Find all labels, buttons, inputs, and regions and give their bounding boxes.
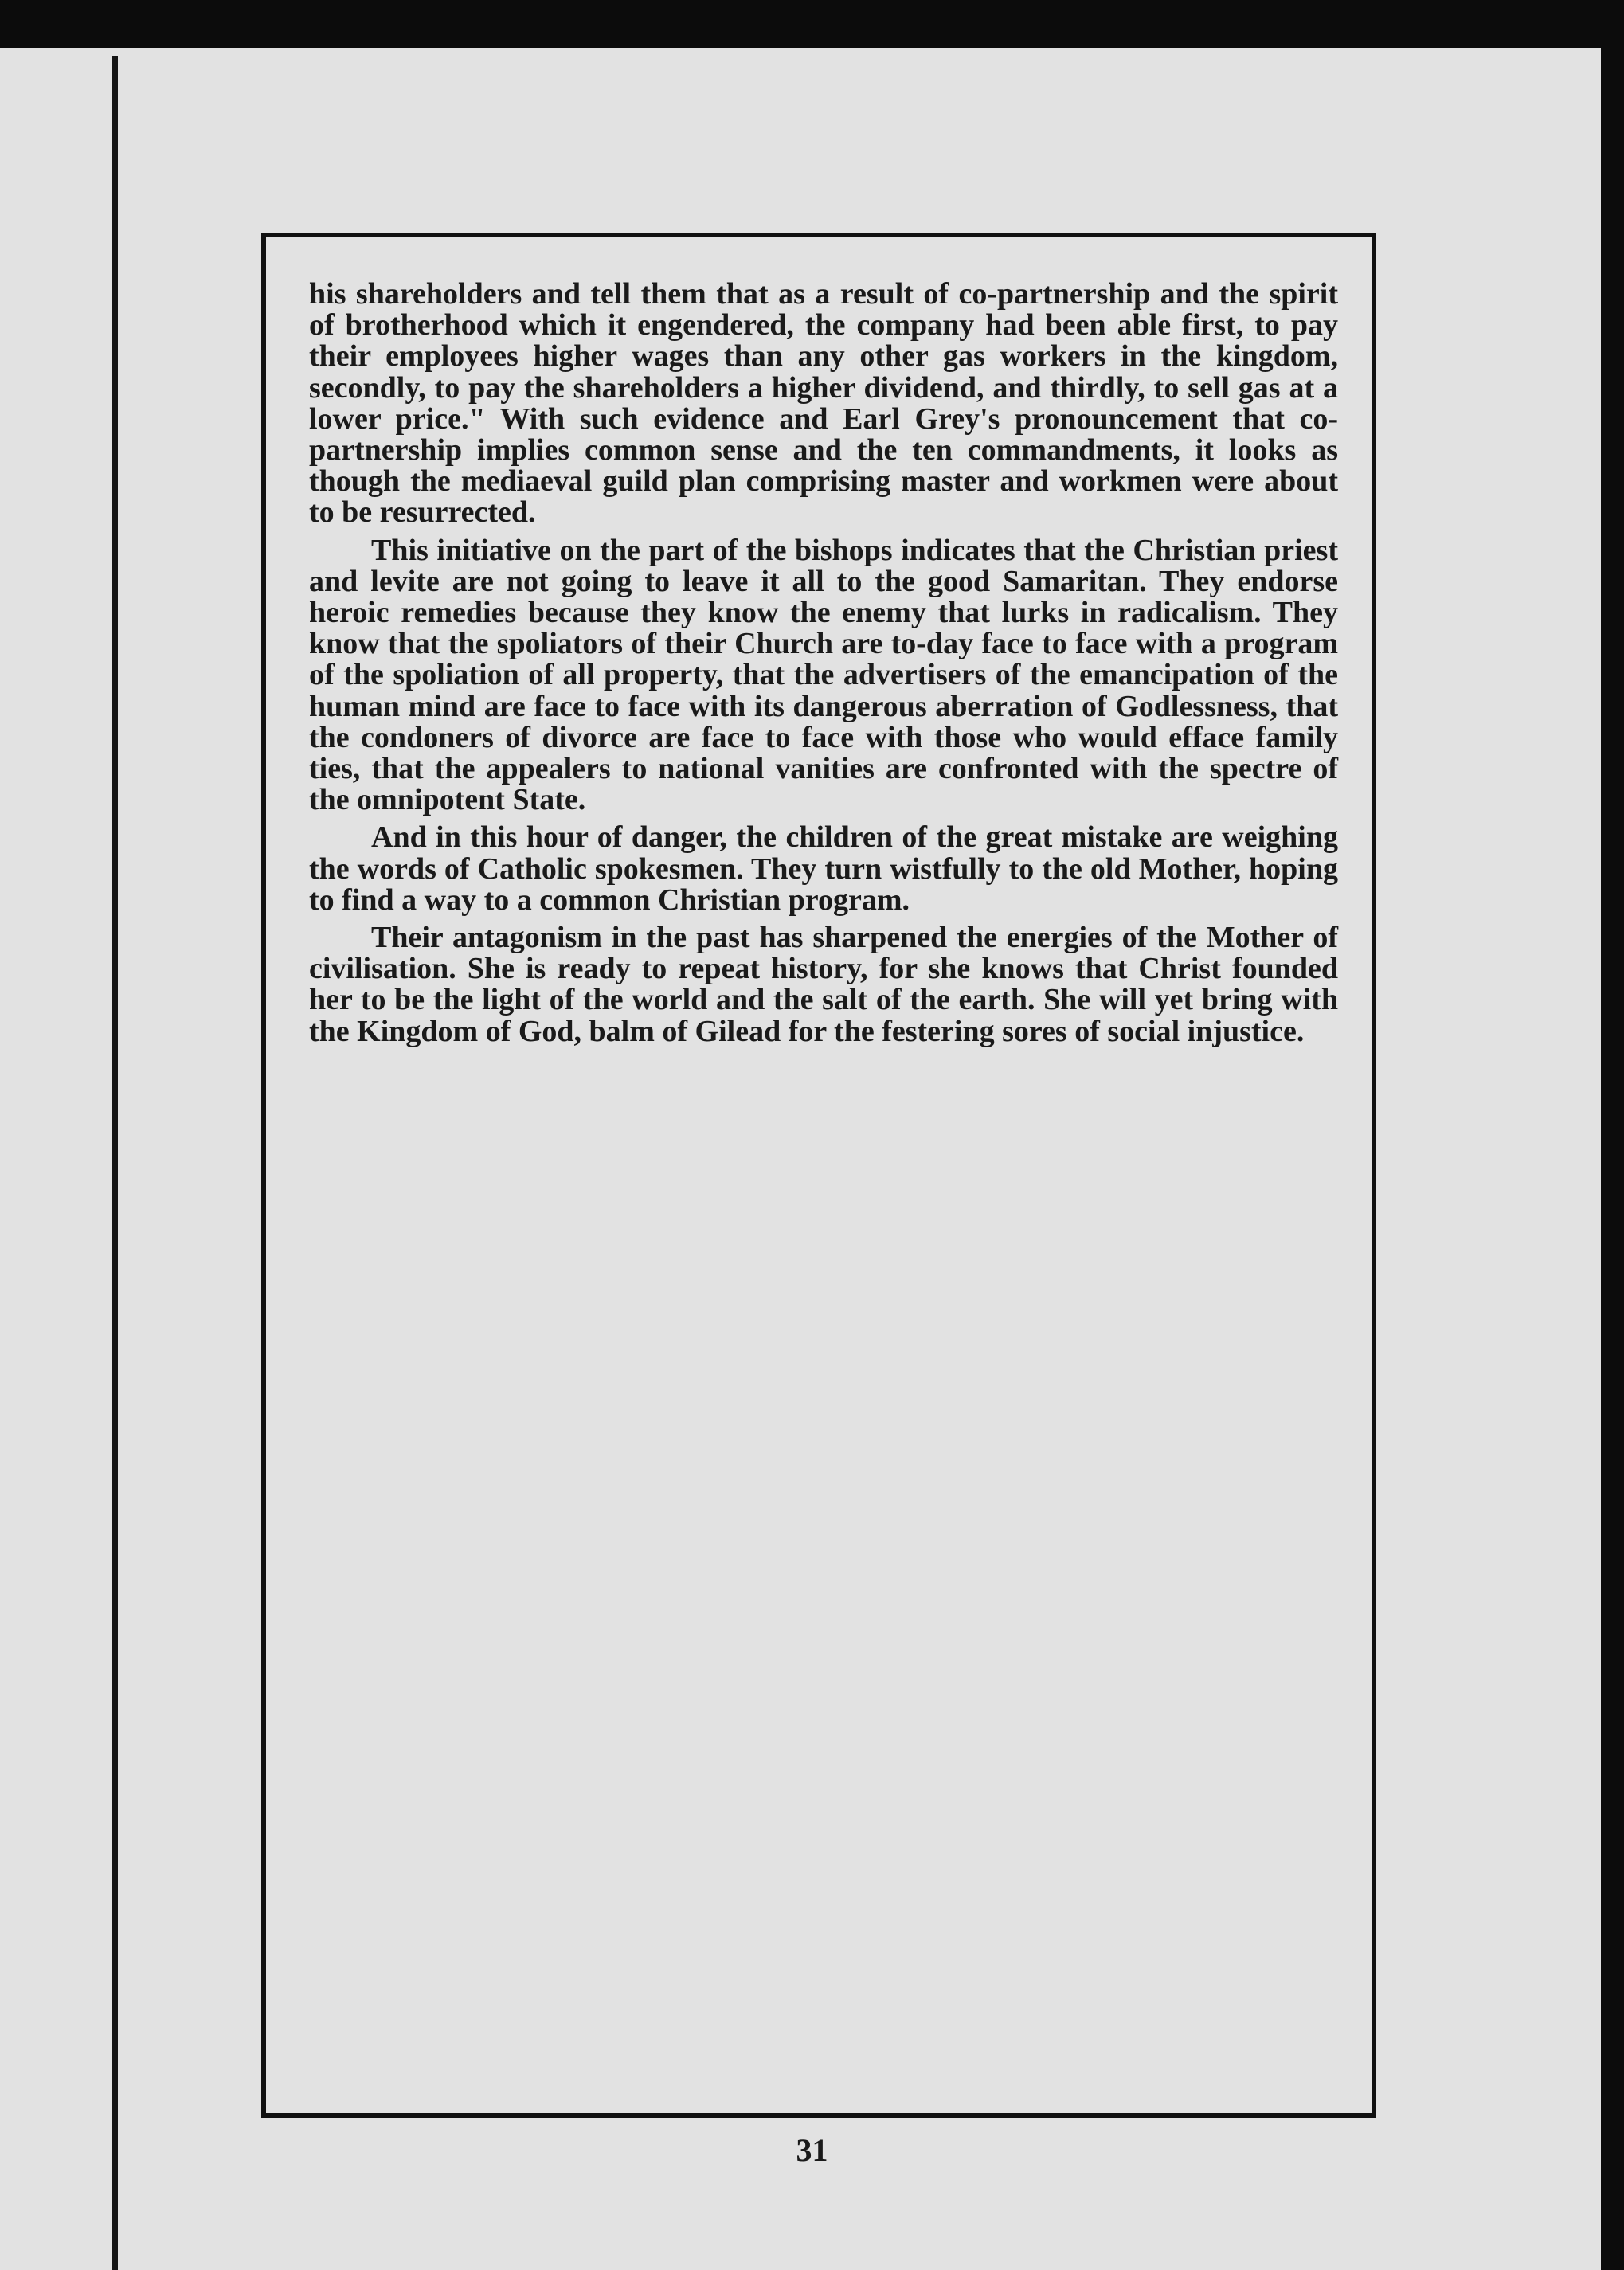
paragraph: his shareholders and tell them that as a result of co-partnership and the spirit of brotherhood which it engendered, the company had been able first, to pay their employees higher wages than any other gas workers in the kingdom, secondly, to pay the shareholders a higher dividend, and thirdly, to sell gas at a lower price." With such evidence and Earl Grey's pronouncement that co-partnership implies common sense and the ten commandments, it looks as though the mediaeval guild plan comprising master and workmen were about to be resurrected.: [309, 277, 1338, 530]
paragraph: Their antagonism in the past has sharpened the energies of the Mother of civilisation. She is ready to repeat history, for she knows that Christ founded her to be the light of the world and the salt of the earth. She will yet bring with the Kingdom of God, balm of Gilead for the festering sores of social injustice.: [309, 921, 1338, 1048]
paragraph: This initiative on the part of the bishops indicates that the Christian priest and levite are not going to leave it all to the good Samaritan. They endorse heroic remedies because they know the enemy that lurks in radicalism. They know that the spoliators of their Church are to-day face to face with a program of the spoliation of all property, that the advertisers of the emancipation of the human mind are face to face with its dangerous aberration of Godlessness, that the condoners of divorce are face to face with those who would efface family ties, that the appealers to national vanities are confronted with the spectre of the omnipotent State.: [309, 533, 1338, 817]
binding-edge-rule: [112, 56, 118, 2270]
body-text: [309, 279, 1338, 1054]
paragraph: And in this hour of danger, the children of the great mistake are weighing the words of Catholic spokesmen. They turn wistfully to the old Mother, hoping to find a way to a common Christian program.: [309, 820, 1338, 917]
scan-right-edge: [1601, 0, 1624, 2270]
page-number: 31: [796, 2132, 828, 2168]
